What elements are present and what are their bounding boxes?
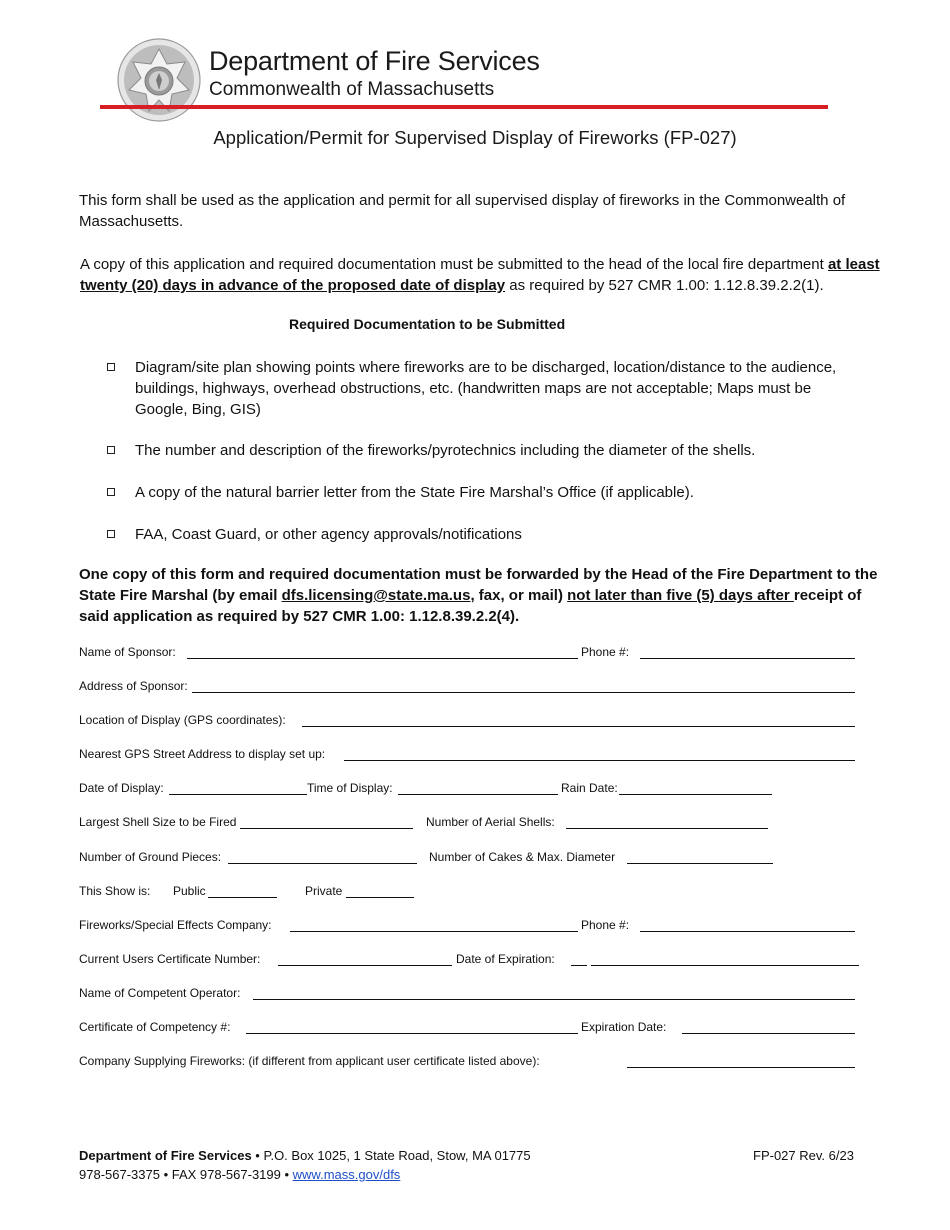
submission-paragraph bbox=[80, 254, 880, 296]
rain-date-field[interactable] bbox=[619, 794, 772, 795]
required-doc-text: Diagram/site plan showing points where fireworks are to be discharged, location/distance to the audience, buildings, highways, overhead obstructions, etc. (handwritten maps are not acceptable; Maps must be Google, Bing, GIS) bbox=[135, 359, 837, 418]
supplying-company-label: Company Supplying Fireworks: (if different from applicant user certificate listed above): bbox=[79, 1054, 540, 1068]
fireworks-company-label: Fireworks/Special Effects Company: bbox=[79, 918, 272, 932]
forwarding-text: One copy of this form and required documentation must be forwarded by the Head of the Fire Department to the State Fire Marshal (by email bbox=[79, 566, 878, 604]
dfs-seal-logo bbox=[117, 38, 201, 122]
required-docs-heading: Required Documentation to be Submitted bbox=[289, 316, 566, 332]
aerial-shells-field[interactable] bbox=[566, 828, 768, 829]
ground-pieces-field[interactable] bbox=[228, 863, 417, 864]
sponsor-address-label: Address of Sponsor: bbox=[79, 679, 188, 693]
cakes-label: Number of Cakes & Max. Diameter bbox=[429, 850, 616, 864]
public-option-label: Public bbox=[173, 884, 206, 898]
competent-operator-field[interactable] bbox=[253, 999, 855, 1000]
sponsor-name-field[interactable] bbox=[187, 658, 578, 659]
display-time-field[interactable] bbox=[398, 794, 558, 795]
required-doc-text: The number and description of the fireworks/pyrotechnics including the diameter of the shells. bbox=[135, 442, 756, 459]
largest-shell-field[interactable] bbox=[240, 828, 413, 829]
footer-address-text: • P.O. Box 1025, 1 State Road, Stow, MA 01775 bbox=[251, 1148, 531, 1163]
forwarding-text: , fax, or mail) bbox=[470, 587, 568, 604]
required-doc-text: A copy of the natural barrier letter from the State Fire Marshal’s Office (if applicable). bbox=[135, 484, 694, 501]
checkbox-icon bbox=[107, 446, 115, 454]
company-phone-field[interactable] bbox=[640, 931, 855, 932]
largest-shell-label: Largest Shell Size to be Fired bbox=[79, 815, 237, 829]
display-date-label: Date of Display: bbox=[79, 781, 164, 795]
dfs-website-link[interactable]: www.mass.gov/dfs bbox=[292, 1167, 401, 1182]
checkbox-icon bbox=[107, 363, 115, 371]
public-option-field[interactable] bbox=[208, 897, 277, 898]
checkbox-icon bbox=[107, 530, 115, 538]
submission-text-start: A copy of this application and required documentation must be submitted to the head of the local fire department bbox=[80, 256, 828, 273]
ground-pieces-label: Number of Ground Pieces: bbox=[79, 850, 222, 864]
forwarding-notice bbox=[79, 564, 879, 627]
cakes-field[interactable] bbox=[627, 863, 773, 864]
sponsor-name-label: Name of Sponsor: bbox=[79, 645, 176, 659]
licensing-email-link[interactable]: dfs.licensing@state.ma.us bbox=[281, 587, 471, 604]
required-doc-text: FAA, Coast Guard, or other agency approvals/notifications bbox=[135, 526, 522, 543]
display-time-label: Time of Display: bbox=[307, 781, 393, 795]
rain-date-label: Rain Date: bbox=[561, 781, 618, 795]
form-revision: FP-027 Rev. 6/23 bbox=[753, 1148, 854, 1163]
competency-expiration-label: Expiration Date: bbox=[581, 1020, 667, 1034]
certificate-expiration-field[interactable] bbox=[591, 965, 859, 966]
gps-address-label: Nearest GPS Street Address to display set up: bbox=[79, 747, 326, 761]
user-certificate-label: Current Users Certificate Number: bbox=[79, 952, 261, 966]
certificate-expiration-prefix-line bbox=[571, 965, 587, 966]
display-location-field[interactable] bbox=[302, 726, 855, 727]
checkbox-icon bbox=[107, 488, 115, 496]
competent-operator-label: Name of Competent Operator: bbox=[79, 986, 241, 1000]
footer-org-name: Department of Fire Services bbox=[79, 1148, 252, 1163]
org-name: Department of Fire Services bbox=[209, 46, 540, 76]
gps-address-field[interactable] bbox=[344, 760, 855, 761]
sponsor-phone-field[interactable] bbox=[640, 658, 855, 659]
competency-expiration-field[interactable] bbox=[682, 1033, 855, 1034]
user-certificate-field[interactable] bbox=[278, 965, 452, 966]
footer-address bbox=[79, 1148, 531, 1163]
intro-paragraph: This form shall be used as the application and permit for all supervised display of fireworks in the Commonwealth of Massachusetts. bbox=[79, 192, 846, 230]
sponsor-phone-label: Phone #: bbox=[581, 645, 630, 659]
deadline-emphasis: at least twenty (20) days in advance of the proposed date of display bbox=[80, 256, 880, 294]
org-subtitle: Commonwealth of Massachusetts bbox=[209, 79, 495, 100]
forwarding-text: receipt of said application as required by 527 CMR 1.00: 1.12.8.39.2.2(4). bbox=[79, 587, 862, 625]
competency-certificate-label: Certificate of Competency #: bbox=[79, 1020, 231, 1034]
footer-phone-text: 978-567-3375 • FAX 978-567-3199 • bbox=[79, 1167, 293, 1182]
submission-text-end: as required by 527 CMR 1.00: 1.12.8.39.2.2(1). bbox=[505, 277, 824, 294]
aerial-shells-label: Number of Aerial Shells: bbox=[426, 815, 555, 829]
private-option-field[interactable] bbox=[346, 897, 414, 898]
certificate-expiration-label: Date of Expiration: bbox=[456, 952, 555, 966]
header-divider bbox=[100, 105, 828, 109]
sponsor-address-field[interactable] bbox=[192, 692, 855, 693]
private-option-label: Private bbox=[305, 884, 343, 898]
supplying-company-field[interactable] bbox=[627, 1067, 855, 1068]
show-type-label: This Show is: bbox=[79, 884, 151, 898]
competency-certificate-field[interactable] bbox=[246, 1033, 578, 1034]
form-title: Application/Permit for Supervised Display of Fireworks (FP-027) bbox=[213, 127, 737, 148]
fireworks-company-field[interactable] bbox=[290, 931, 578, 932]
forwarding-deadline: not later than five (5) days after bbox=[567, 587, 794, 604]
display-location-label: Location of Display (GPS coordinates): bbox=[79, 713, 286, 727]
company-phone-label: Phone #: bbox=[581, 918, 630, 932]
display-date-field[interactable] bbox=[169, 794, 307, 795]
footer-contact bbox=[79, 1167, 400, 1182]
